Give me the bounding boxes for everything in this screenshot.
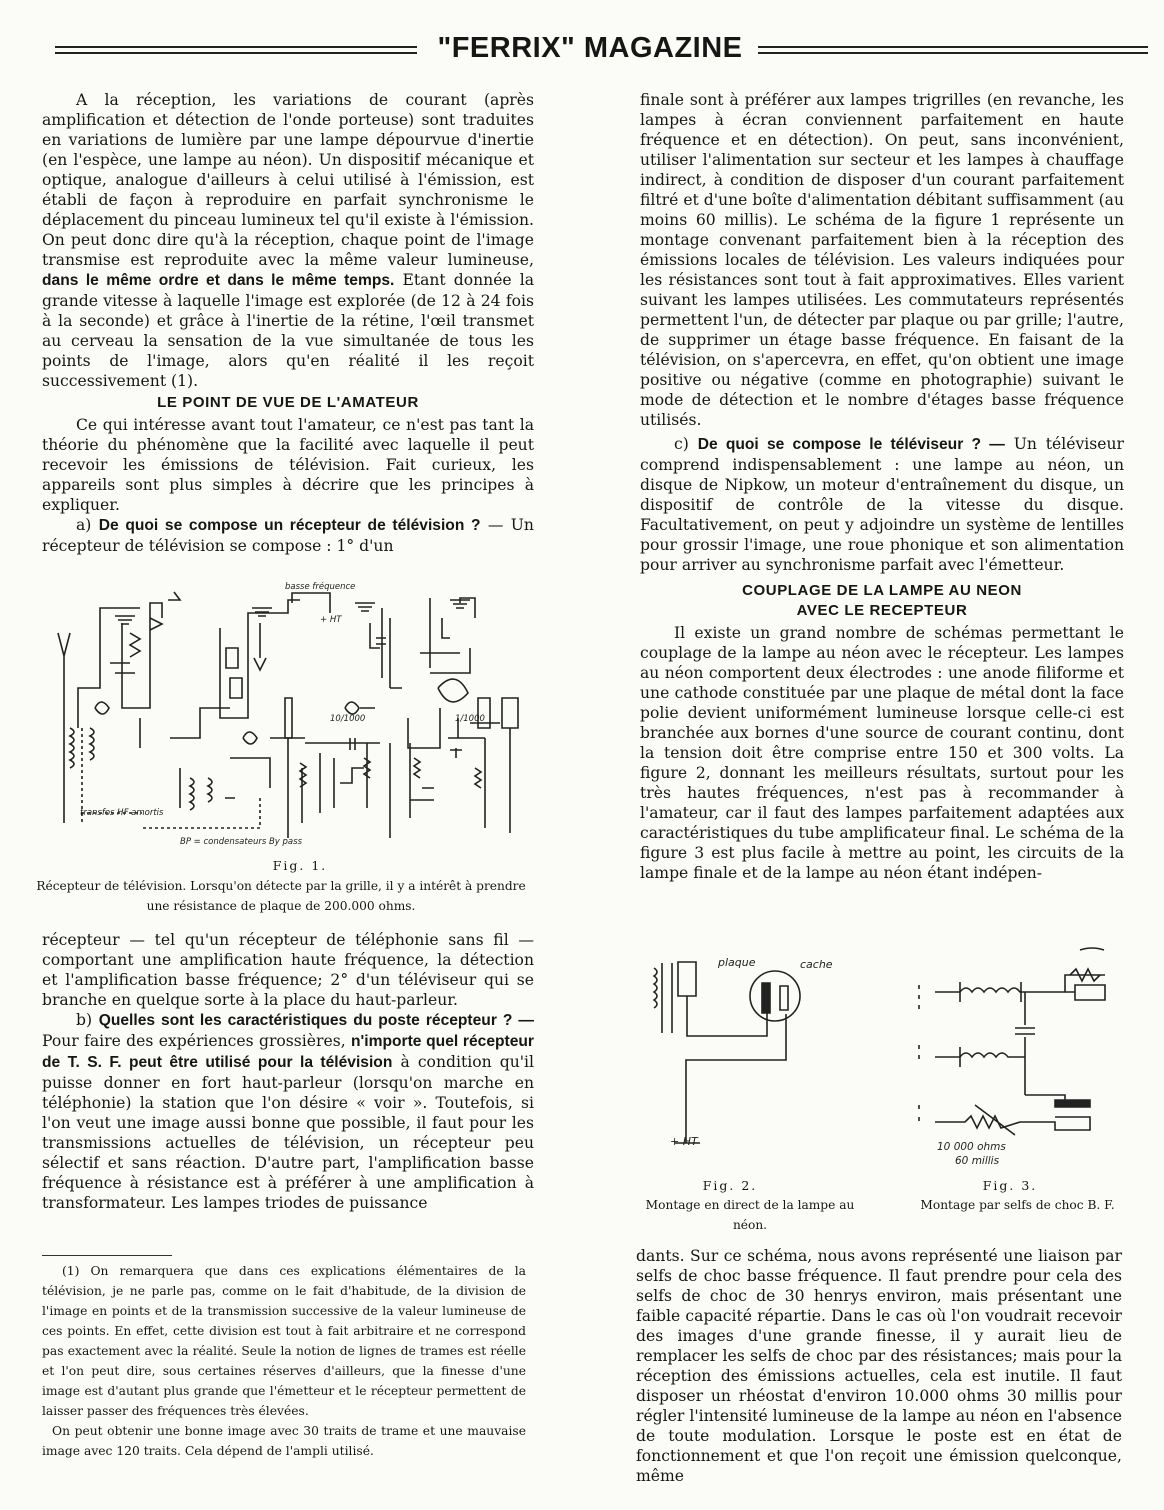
fig2-label-cache: cache [800,958,833,971]
fig1-label-value: 1/1000 [455,714,485,724]
figure-3-label: Fig. 3. [982,1178,1038,1193]
fig2-label-ht: + HT [670,1135,698,1148]
fig2-label-plaque: plaque [718,956,756,969]
footnote-rule [42,1255,172,1256]
section-heading: LE POINT DE VUE DE L'AMATEUR [157,394,419,411]
figure-1-schematic [30,578,540,850]
footnote-paragraph: On peut obtenir une bonne image avec 30 traits de trame et une mauvaise image avec 120 traits. Cela dépend de l'ampli utilisé. [42,1424,526,1458]
bold-question: De quoi se compose le téléviseur ? — [697,436,1005,453]
fig1-label-transfo: transfos HF amortis [80,808,164,818]
figure-3-schematic [905,945,1130,1180]
footnote-paragraph: (1) On remarquera que dans ces explications élémentaires de la télévision, je ne parle pas, comme on le fait d'habitude, de la division de l'image en points et de la transmission successive de la valeur lumineuse de ces points. En effet, cette division est tout à fait arbitraire et ne correspond pas exactement avec la réalité. Seule la notion de lignes de trames est réelle et l'on peut dire, sous certaines réserves d'ailleurs, que la finesse d'une image est d'autant plus grande que l'émetteur et le récepteur permettent de laisser passer des fréquences très élevées. [42,1264,526,1418]
left-column-top [42,90,534,556]
figure-3-caption: Montage par selfs de choc B. F. [920,1198,1115,1212]
right-column-top [640,90,1124,883]
figure-1-label: Fig. 1. [272,858,328,873]
paragraph: récepteur — tel qu'un récepteur de téléphonie sans fil — comportant une amplification haute fréquence, la détection et l'amplification basse fréquence; 2° d'un téléviseur qui se branche en quelque sorte à la place du haut-parleur. [42,931,534,1009]
paragraph: dants. Sur ce schéma, nous avons représenté une liaison par selfs de choc basse fréquence. Il faut prendre pour cela des selfs de choc de 30 henrys environ, mais présentant une faible capacité répartie. Dans le cas où l'on voudrait recevoir des images d'une grande finesse, il y aurait lieu de remplacer les selfs de choc par des résistances; mais pour la réception des émissions actuelles, cela est inutile. Il faut disposer un rhéostat d'environ 10.000 ohms 30 millis pour régler l'intensité lumineuse de la lampe au néon en l'absence de toute modulation. Lorsque le poste est en état de fonctionnement et que l'on reçoit une émission quelconque, même [636,1247,1122,1485]
paragraph: c) De quoi se compose le téléviseur ? — Un téléviseur comprend indispensablement : une lampe au néon, un disque de Nipkow, un moteur d'entraînement du disque, un dispositif de contrôle de la vitesse du disque. Facultativement, on peut y adjoindre un système de lentilles pour grossir l'image, une roue phonique et son alimentation pour arriver au synchronisme parfait avec l'émetteur. [640,435,1124,574]
bold-question: De quoi se compose un récepteur de télévision ? [98,517,481,534]
footnote [42,1261,526,1461]
figure-1-caption: Récepteur de télévision. Lorsqu'on détecte par la grille, il y a intérêt à prendre une résistance de plaque de 200.000 ohms. [36,879,526,913]
magazine-title: "FERRIX" MAGAZINE [437,32,743,64]
fig3-label-value: 60 millis [955,1155,1000,1167]
masthead-rule-left [55,46,417,54]
masthead [0,32,1164,72]
fig3-label-value: 10 000 ohms [937,1141,1006,1153]
paragraph: finale sont à préférer aux lampes trigrilles (en revanche, les lampes à écran conviennent parfaitement en haute fréquence et en détection). On peut, sans inconvénient, utiliser l'alimentation sur secteur et les lampes à chauffage indirect, à condition de disposer d'un courant parfaitement filtré et d'une boîte d'alimentation débitant suffisamment (au moins 60 millis). Le schéma de la figure 1 représente un montage convenant parfaitement bien à la réception des émissions locales de télévision. Les valeurs indiquées pour les résistances sont tout à fait approximatives. Elles varient suivant les lampes utilisées. Les commutateurs représentés permettent l'un, de détecter par plaque ou par grille; l'autre, de supprimer un étage basse fréquence. En faisant de la télévision, on s'apercevra, en effet, qu'on obtient une image positive ou négative (comme en photographie) suivant le mode de détection et le nombre d'étages basse fréquence utilisés. [640,91,1124,429]
paragraph: Ce qui intéresse avant tout l'amateur, ce n'est pas tant la théorie du phénomène que la facilité avec laquelle il peut recevoir les émissions de télévision. Fait curieux, les appareils sont plus simples à décrire que les principes à expliquer. [42,416,534,514]
figure-2-label: Fig. 2. [702,1178,758,1193]
bold-phrase: dans le même ordre et dans le même temps. [42,272,395,289]
masthead-rule-right [758,46,1148,54]
bold-question: Quelles sont les caractéristiques du poste récepteur ? — [98,1012,534,1029]
fig1-label-basse: basse fréquence [285,582,356,592]
section-heading: COUPLAGE DE LA LAMPE AU NEON AVEC LE RECEPTEUR [742,582,1022,619]
paragraph: Il existe un grand nombre de schémas permettant le couplage de la lampe au néon avec le récepteur. Les lampes au néon comportent deux électrodes : une anode filiforme et une cathode constituée par une plaque de métal dont la face polie devient uniformément lumineuse lorsque celle-ci est branchée aux bornes d'une source de courant continu, dont la tension doit être comprise entre 150 et 300 volts. La figure 2, donnant les meilleurs résultats, surtout pour les très hautes fréquences, n'est pas à recommander à l'amateur, car il faut des lampes parfaitement adaptées aux caractéristiques du tube amplificateur final. Le schéma de la figure 3 est plus facile à mettre au point, les circuits de la lampe finale et de la lampe au néon étant indépen- [640,624,1124,882]
figure-2-schematic [640,948,870,1153]
figure-2-caption: Montage en direct de la lampe au néon. [645,1198,855,1232]
paragraph: A la réception, les variations de courant (après amplification et détection de l'onde porteuse) sont traduites en variations de lumière par une lampe dépourvue d'inertie (en l'espèce, une lampe au néon). Un dispositif mécanique et optique, analogue d'ailleurs à celui utilisé à l'émission, est établi de façon à reproduire en parfait synchronisme le déplacement du pinceau lumineux tel qu'il existe à l'émission. On peut donc dire qu'à la réception, chaque point de l'image transmise est reproduite avec la même valeur lumineuse, dans le même ordre et dans le même temps. Etant donnée la grande vitesse à laquelle l'image est explorée (de 12 à 24 fois à la seconde) et grâce à l'inertie de la rétine, l'œil transmet au cerveau la sensation de la vue simultanée de tous les points de l'image, alors qu'en réalité il les reçoit successivement (1). [42,91,534,390]
bold-phrase: n'importe quel récepteur de T. S. F. peut être utilisé pour la télévision [42,1033,534,1071]
fig1-label-ht: + HT [320,615,342,625]
fig1-label-bp: BP = condensateurs By pass [180,837,302,847]
paragraph: a) De quoi se compose un récepteur de télévision ? — Un récepteur de télévision se compose : 1° d'un [42,516,534,555]
fig1-label-value: 10/1000 [330,714,366,724]
paragraph: b) Quelles sont les caractéristiques du poste récepteur ? — Pour faire des expériences grossières, n'importe quel récepteur de T. S. F. peut être utilisé pour la télévision à condition qu'il puisse donner en fort haut-parleur (lorsqu'on marche en téléphonie) la station que l'on désire « voir ». Toutefois, si l'on veut une image aussi bonne que possible, il faut pour les transmissions actuelles de télévision, un récepteur peu sélectif et sans réaction. D'autre part, l'amplification basse fréquence à résistance est à préférer à une amplification à transformateur. Les lampes triodes de puissance [42,1011,534,1212]
right-column-bottom [636,1246,1122,1486]
left-column-bottom [42,930,534,1213]
